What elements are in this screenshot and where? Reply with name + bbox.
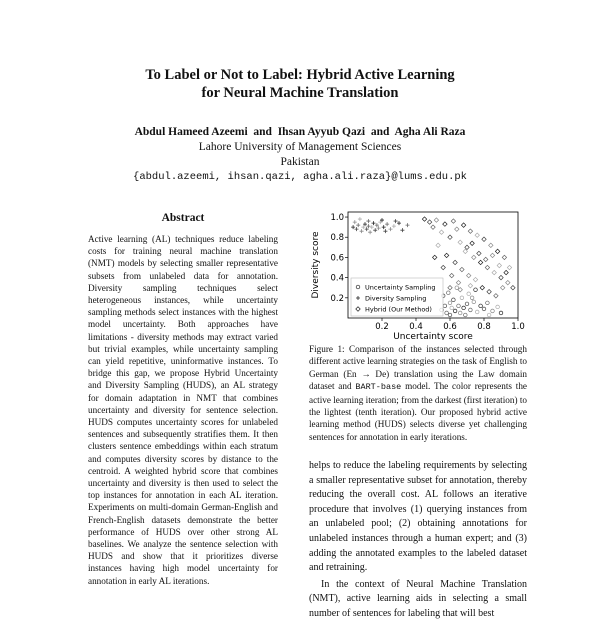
abstract-text: Active learning (AL) techniques reduce labeling costs for training neural machine translation (NMT) models by selecting smaller representative subsets from unlabeled data for annotation. Diversity sampling techniques select heterogeneous instances, while uncertainty sampling methods select instances with the highest model uncertainty. Both approaches have limitations - diversity methods may extract varied but trivial examples, while uncertainty sampling can yield repetitive, uninformative instances. To bridge this gap, we propose Hybrid Uncertainty and Diversity Sampling (HUDS), an AL strategy for domain adaptation in NMT that combines uncertainty and diversity for sentence selection. HUDS computes uncertainty scores for unlabeled sentences and subsequently stratifies them. It then clusters sentence embeddings within each stratum and computes diversity scores by distance to the centroid. A weighted hybrid score that combines uncertainty and diversity is then used to select the top instances for annotation in each AL iteration. Experiments on multi-domain German-English and French-English datasets demonstrate the better performance of HUDS over other strong AL baselines. We analyze the sentence selection with HUDS and show that it prioritizes diverse instances having high model uncertainty for annotation in early AL iterations. [88, 234, 278, 586]
legend-label: Uncertainty Sampling [365, 283, 436, 292]
author-block [0, 125, 600, 185]
chart-legend [351, 278, 443, 316]
body-paragraph-1: helps to reduce the labeling requirements by selecting a smaller representative subset for annotation, thereby reducing the overall cost. AL follows an iterative procedure that involves (1) querying instances from an unlabeled pool; (2) obtaining annotations for unlabeled instances through a human expert; and (3) adding the annotated examples to the labeled dataset and retraining. [309, 460, 527, 574]
x-tick-label: 1.0 [511, 322, 525, 332]
paper-title [0, 66, 600, 102]
caption-part-1: Figure 1: Comparison of the instances selected through different active learning strategies on the task of English to German (En → De) translation using the Law domain dataset and [309, 344, 527, 392]
legend-label: Diversity Sampling [365, 294, 427, 303]
author-3: Agha Ali Raza [394, 126, 466, 138]
abstract-heading: Abstract [161, 212, 205, 224]
y-tick-label: 0.6 [330, 253, 344, 264]
x-tick-label: 0.6 [443, 322, 457, 332]
y-tick-label: 1.0 [330, 213, 344, 224]
author-names [0, 125, 600, 140]
y-tick-label: 0.4 [330, 273, 344, 284]
affiliation: Lahore University of Management Sciences [198, 141, 402, 153]
email: {abdul.azeemi, ihsan.qazi, agha.ali.raza}@lums.edu.pk [133, 171, 467, 183]
author-1: Abdul Hameed Azeemi [134, 126, 248, 138]
figure-caption [309, 343, 527, 443]
author-2: Ihsan Ayyub Qazi [277, 126, 366, 138]
x-tick-label: 0.2 [375, 322, 389, 332]
x-tick-label: 0.8 [477, 322, 491, 332]
body-paragraph-2: In the context of Neural Machine Translation (NMT), active learning aids in selecting a small number of sentences for labeling that will best [309, 578, 527, 619]
y-tick-label: 0.8 [330, 233, 344, 244]
caption-part-2: model. The color represents the active learning iteration; from the darkest (first iteration) to the lightest (tenth iteration). Our proposed hybrid active learning method (HUDS) selects diverse yet challenging sentences for annotation in early iterations. [309, 381, 527, 442]
x-tick-label: 0.4 [409, 322, 423, 332]
author-and-1: and [253, 126, 272, 138]
author-and-2: and [370, 126, 390, 138]
body-text [309, 459, 527, 622]
caption-code: BART-base [355, 382, 402, 393]
legend-label: Hybrid (Our Method) [365, 305, 432, 314]
title-line-2: for Neural Machine Translation [201, 85, 399, 101]
x-axis-label: Uncertainty score [393, 332, 473, 340]
y-axis-label: Diversity score [311, 231, 321, 299]
country: Pakistan [280, 156, 320, 168]
figure-1 [305, 206, 527, 340]
scatter-chart [305, 206, 527, 340]
title-line-1: To Label or Not to Label: Hybrid Active Learning [145, 67, 455, 83]
y-tick-label: 0.2 [330, 293, 344, 304]
